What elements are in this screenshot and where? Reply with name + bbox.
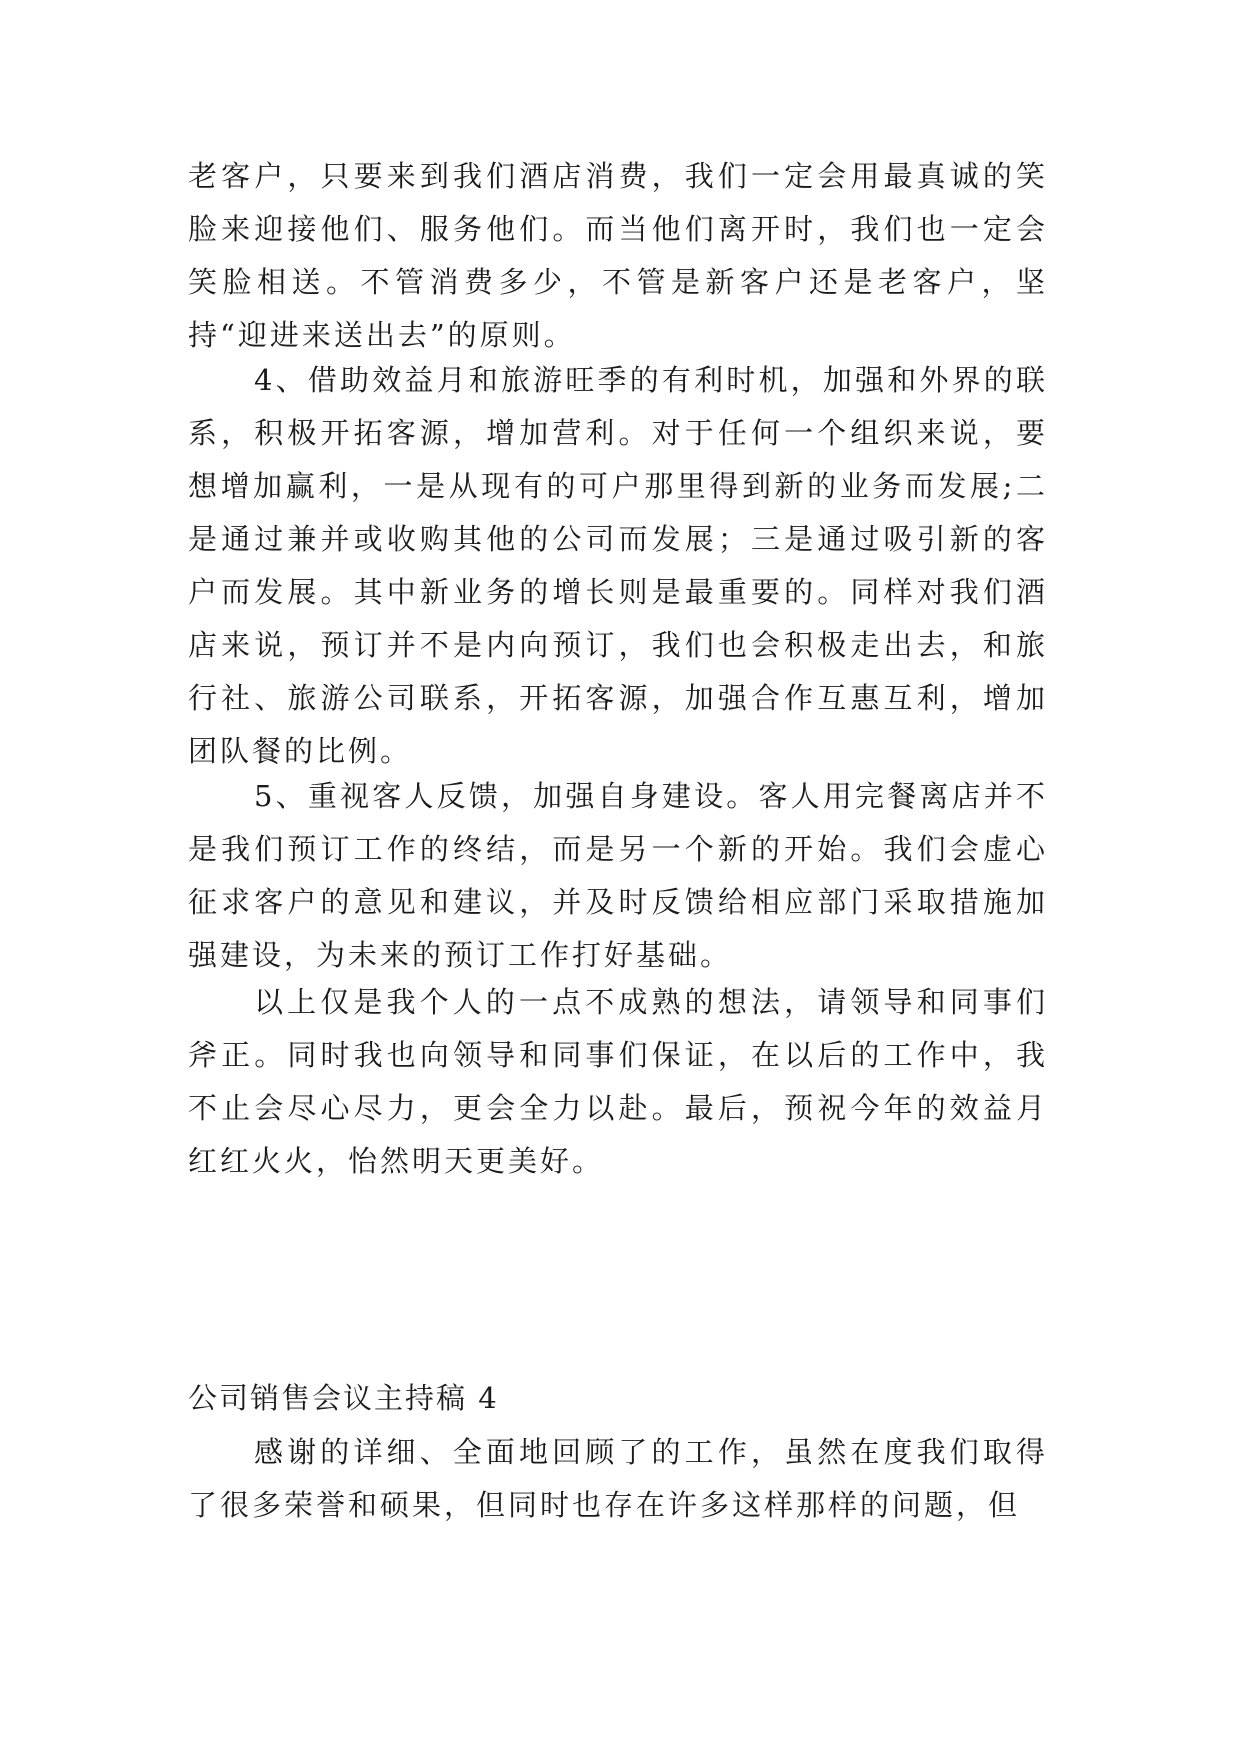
body-paragraph: 4、借助效益月和旅游旺季的有利时机，加强和外界的联系，积极开拓客源，增加营利。对于任何一个组织来说，要想增加赢利，一是从现有的可户那里得到新的业务而发展;二是通过兼并或收购其他的公司而发展；三是通过吸引新的客户而发展。其中新业务的增长则是最重要的。同样对我们酒店来说，预订并不是内向预订，我们也会积极走出去，和旅行社、旅游公司联系，开拓客源，加强合作互惠互利，增加团队餐的比例。 bbox=[188, 363, 1048, 768]
body-paragraph: 老客户，只要来到我们酒店消费，我们一定会用最真诚的笑脸来迎接他们、服务他们。而当他们离开时，我们也一定会笑脸相送。不管消费多少，不管是新客户还是老客户，坚持“迎进来送出去”的原则。 bbox=[188, 159, 1048, 352]
body-paragraph: 5、重视客人反馈，加强自身建设。客人用完餐离店并不是我们预订工作的终结，而是另一个新的开始。我们会虚心征求客户的意见和建议，并及时反馈给相应部门采取措施加强建设，为未来的预订工作打好基础。 bbox=[188, 779, 1048, 972]
body-paragraph: 感谢的详细、全面地回顾了的工作，虽然在度我们取得了很多荣誉和硕果，但同时也存在许多这样那样的问题，但 bbox=[188, 1435, 1048, 1522]
section-heading: 公司销售会议主持稿 4 bbox=[188, 1381, 499, 1415]
body-paragraph: 以上仅是我个人的一点不成熟的想法，请领导和同事们斧正。同时我也向领导和同事们保证，在以后的工作中，我不止会尽心尽力，更会全力以赴。最后，预祝今年的效益月红红火火，怡然明天更美好。 bbox=[188, 985, 1048, 1178]
